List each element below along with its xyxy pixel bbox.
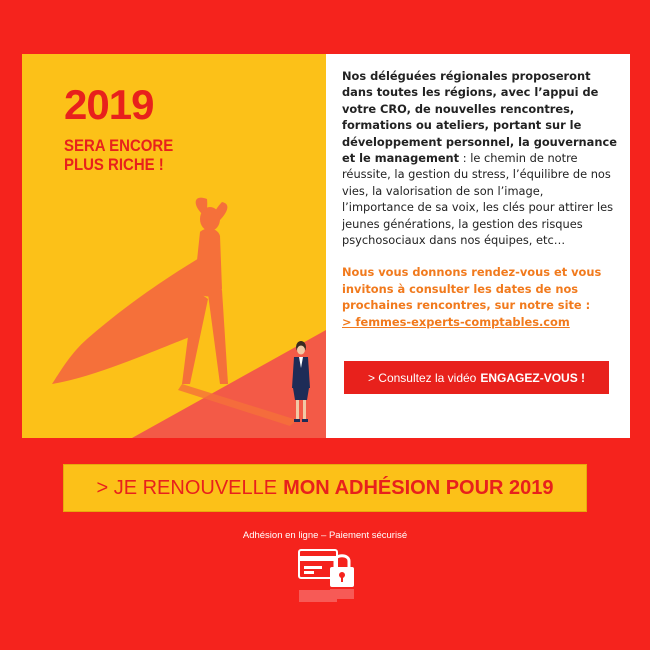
cta-text: Nous vous donnons rendez-vous et vous invitons à consulter les dates de nos prochaines rencontres, sur notre site :: [342, 265, 602, 313]
intro-paragraph: [342, 68, 618, 248]
promo-card: [22, 54, 630, 438]
hero-year: 2019: [64, 81, 154, 128]
video-button-label: > Consultez la vidéo: [367, 370, 477, 385]
secure-payment-note: Adhésion en ligne – Paiement sécurisé: [242, 530, 408, 541]
cta-paragraph: [342, 264, 618, 330]
intro-bold-text: Nos déléguées régionales proposeront dans toutes les régions, avec l’appui de votre CRO, de nouvelles rencontres, formations ou ateliers, portant sur le développement personnel, la gouvernance et le management: [342, 69, 617, 166]
renew-membership-button[interactable]: [63, 464, 587, 512]
video-button[interactable]: [344, 361, 609, 394]
renew-button-emphasis: MON ADHÉSION POUR 2019: [283, 476, 554, 499]
hero-panel: [22, 54, 326, 438]
renew-button-label: > JE RENOUVELLE: [96, 476, 278, 499]
video-button-emphasis: ENGAGEZ-VOUS !: [480, 370, 586, 385]
site-link[interactable]: > femmes-experts-comptables.com: [342, 314, 570, 329]
hero-tagline: SERA ENCORE PLUS RICHE !: [64, 136, 174, 174]
content-panel: [342, 68, 618, 330]
card-lock-icon: [298, 546, 358, 604]
intro-rest-text: : le chemin de notre réussite, la gestion du stress, l’équilibre de nos vies, la valorisation de son l’image, l’importance de sa voix, les clés pour attirer les jeunes générations, la gestion des risques psychosociaux dans nos équipes, etc…: [342, 151, 614, 248]
